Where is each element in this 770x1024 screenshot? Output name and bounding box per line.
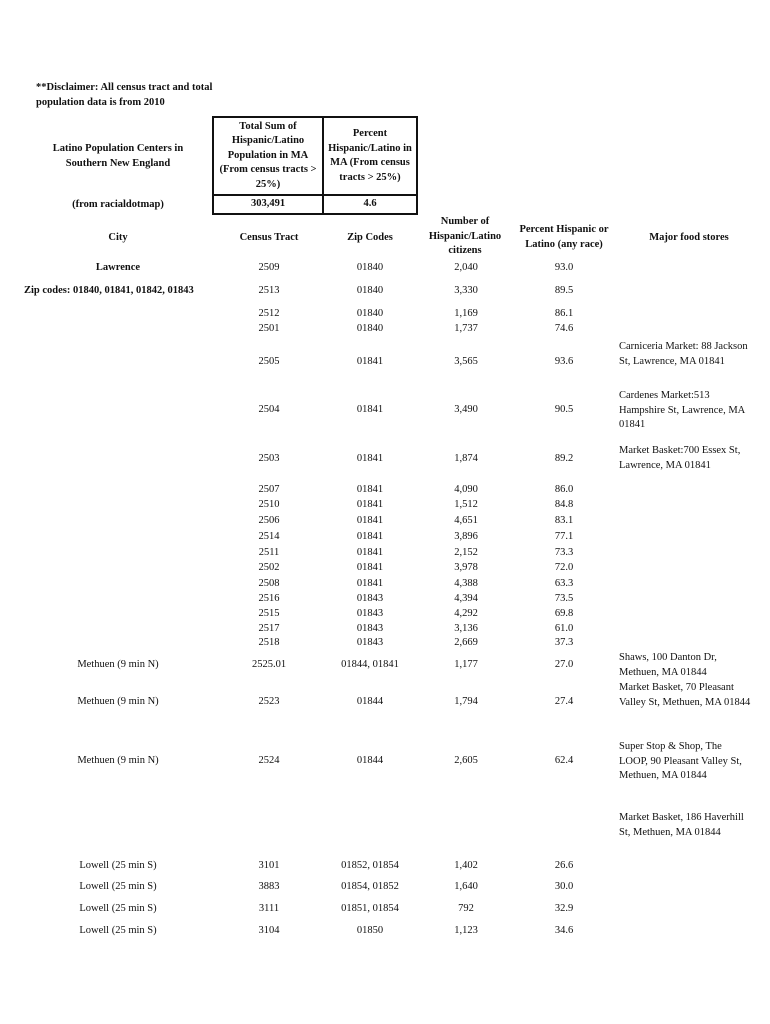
- city-cell: Lowell (25 min S): [79, 925, 157, 936]
- zip-cell: 01844, 01841: [341, 659, 399, 670]
- zip-cell: 01843: [356, 637, 384, 648]
- zip-cell: 01844: [356, 755, 384, 766]
- col-header-city: City: [108, 232, 128, 243]
- zip-cell: 01841: [356, 484, 384, 495]
- number-cell: 4,090: [454, 484, 478, 495]
- tract-cell: 2525.01: [251, 659, 287, 670]
- number-cell: 1,402: [454, 860, 478, 871]
- percent-cell: 73.3: [554, 547, 574, 558]
- store-cardenes: Cardenes Market:513 Hampshire St, Lawrence, MA 01841: [619, 390, 745, 430]
- zip-cell: 01854, 01852: [341, 881, 399, 892]
- percent-cell: 86.0: [554, 484, 574, 495]
- zip-cell: 01841: [356, 578, 384, 589]
- percent-cell: 69.8: [554, 608, 574, 619]
- tract-cell: 2515: [258, 608, 280, 619]
- percent-cell: 63.3: [554, 578, 574, 589]
- zip-cell: 01840: [356, 285, 384, 296]
- city-lawrence: Lawrence: [95, 262, 141, 273]
- percent-cell: 77.1: [554, 531, 574, 542]
- total-header-box: [212, 116, 324, 196]
- number-cell: 3,978: [454, 562, 478, 573]
- store-stop-and-shop: Super Stop & Shop, The LOOP, 90 Pleasant Valley St, Methuen, MA 01844: [619, 741, 742, 781]
- tract-cell: 2523: [258, 696, 280, 707]
- tract-cell: 2512: [258, 308, 280, 319]
- tract-cell: 2518: [258, 637, 280, 648]
- store-market-basket-essex: Market Basket:700 Essex St, Lawrence, MA 01841: [619, 445, 741, 471]
- number-cell: 3,136: [454, 623, 478, 634]
- store-shaws: Shaws, 100 Danton Dr, Methuen, MA 01844: [619, 652, 717, 678]
- number-cell: 1,169: [454, 308, 478, 319]
- tract-cell: 3111: [258, 903, 280, 914]
- zip-cell: 01841: [356, 404, 384, 415]
- tract-cell: 2503: [258, 453, 280, 464]
- number-cell: 1,123: [454, 925, 478, 936]
- percent-cell: 93.6: [554, 356, 574, 367]
- section-title: Latino Population Centers in Southern New England: [52, 143, 184, 169]
- number-cell: 4,292: [454, 608, 478, 619]
- store-carniceria: Carniceria Market: 88 Jackson St, Lawrence, MA 01841: [619, 341, 748, 367]
- tract-cell: 2501: [258, 323, 280, 334]
- percent-header-box: [322, 116, 418, 196]
- tract-cell: 2506: [258, 515, 280, 526]
- tract-cell: 2513: [258, 285, 280, 296]
- percent-cell: 84.8: [554, 499, 574, 510]
- number-cell: 1,512: [454, 499, 478, 510]
- percent-cell: 89.5: [554, 285, 574, 296]
- tract-cell: 2502: [258, 562, 280, 573]
- tract-cell: 2516: [258, 593, 280, 604]
- zip-cell: 01841: [356, 356, 384, 367]
- tract-cell: 2507: [258, 484, 280, 495]
- percent-cell: 73.5: [554, 593, 574, 604]
- percent-header: Percent Hispanic/Latino in MA (From census tracts > 25%): [328, 128, 412, 183]
- number-cell: 4,651: [454, 515, 478, 526]
- city-cell: Lowell (25 min S): [79, 881, 157, 892]
- percent-cell: 34.6: [554, 925, 574, 936]
- zip-cell: 01851, 01854: [341, 903, 399, 914]
- number-cell: 3,490: [454, 404, 478, 415]
- zip-cell: 01841: [356, 531, 384, 542]
- tract-cell: 2505: [258, 356, 280, 367]
- percent-cell: 74.6: [554, 323, 574, 334]
- city-cell: Lowell (25 min S): [79, 860, 157, 871]
- zip-cell: 01850: [356, 925, 384, 936]
- col-header-number: Number of Hispanic/Latino citizens: [428, 216, 502, 256]
- percent-cell: 26.6: [554, 860, 574, 871]
- tract-cell: 2510: [258, 499, 280, 510]
- col-header-percent: Percent Hispanic or Latino (any race): [519, 224, 609, 250]
- zip-cell: 01841: [356, 562, 384, 573]
- number-cell: 792: [458, 903, 474, 914]
- zip-cell: 01843: [356, 623, 384, 634]
- tract-cell: 2517: [258, 623, 280, 634]
- percent-cell: 90.5: [554, 404, 574, 415]
- percent-cell: 89.2: [554, 453, 574, 464]
- zip-cell: 01852, 01854: [341, 860, 399, 871]
- city-cell: Methuen (9 min N): [77, 755, 159, 766]
- lawrence-zip-note: Zip codes: 01840, 01841, 01842, 01843: [24, 285, 194, 296]
- number-cell: 1,874: [454, 453, 478, 464]
- percent-cell: 72.0: [554, 562, 574, 573]
- tract-cell: 3104: [258, 925, 280, 936]
- zip-cell: 01841: [356, 453, 384, 464]
- disclaimer-text: **Disclaimer: All census tract and total population data is from 2010: [36, 82, 213, 108]
- number-cell: 2,605: [454, 755, 478, 766]
- percent-cell: 61.0: [554, 623, 574, 634]
- number-cell: 3,896: [454, 531, 478, 542]
- zip-cell: 01840: [356, 323, 384, 334]
- number-cell: 2,669: [454, 637, 478, 648]
- number-cell: 1,737: [454, 323, 478, 334]
- tract-cell: 2514: [258, 531, 280, 542]
- zip-cell: 01843: [356, 608, 384, 619]
- percent-value-box: [322, 194, 418, 215]
- store-market-basket-haverhill: Market Basket, 186 Haverhill St, Methuen, MA 01844: [619, 812, 744, 838]
- percent-cell: 37.3: [554, 637, 574, 648]
- store-market-basket-pleasant: Market Basket, 70 Pleasant Valley St, Methuen, MA 01844: [619, 682, 751, 708]
- city-cell: Lowell (25 min S): [79, 903, 157, 914]
- percent-value: 4.6: [363, 198, 377, 210]
- total-header: Total Sum of Hispanic/Latino Population in MA (From census tracts > 25%): [219, 120, 317, 190]
- number-cell: 1,640: [454, 881, 478, 892]
- zip-cell: 01841: [356, 515, 384, 526]
- number-cell: 2,040: [454, 262, 478, 273]
- zip-cell: 01840: [356, 262, 384, 273]
- source-note: (from racialdotmap): [72, 199, 164, 210]
- percent-cell: 83.1: [554, 515, 574, 526]
- tract-cell: 2504: [258, 404, 280, 415]
- tract-cell: 2524: [258, 755, 280, 766]
- percent-cell: 86.1: [554, 308, 574, 319]
- percent-cell: 62.4: [554, 755, 574, 766]
- col-header-zip: Zip Codes: [347, 232, 393, 243]
- number-cell: 1,794: [454, 696, 478, 707]
- zip-cell: 01841: [356, 547, 384, 558]
- col-header-stores: Major food stores: [649, 232, 729, 243]
- number-cell: 2,152: [454, 547, 478, 558]
- tract-cell: 2511: [258, 547, 280, 558]
- tract-cell: 2508: [258, 578, 280, 589]
- zip-cell: 01844: [356, 696, 384, 707]
- zip-cell: 01843: [356, 593, 384, 604]
- total-value-box: [212, 194, 324, 215]
- percent-cell: 32.9: [554, 903, 574, 914]
- percent-cell: 27.4: [554, 696, 574, 707]
- city-cell: Methuen (9 min N): [77, 696, 159, 707]
- percent-cell: 27.0: [554, 659, 574, 670]
- tract-cell: 2509: [258, 262, 280, 273]
- number-cell: 1,177: [454, 659, 478, 670]
- percent-cell: 30.0: [554, 881, 574, 892]
- col-header-tract: Census Tract: [239, 232, 299, 243]
- number-cell: 4,388: [454, 578, 478, 589]
- total-value: 303,491: [250, 198, 286, 210]
- tract-cell: 3101: [258, 860, 280, 871]
- tract-cell: 3883: [258, 881, 280, 892]
- percent-cell: 93.0: [554, 262, 574, 273]
- number-cell: 3,330: [454, 285, 478, 296]
- zip-cell: 01841: [356, 499, 384, 510]
- number-cell: 3,565: [454, 356, 478, 367]
- city-cell: Methuen (9 min N): [77, 659, 159, 670]
- zip-cell: 01840: [356, 308, 384, 319]
- number-cell: 4,394: [454, 593, 478, 604]
